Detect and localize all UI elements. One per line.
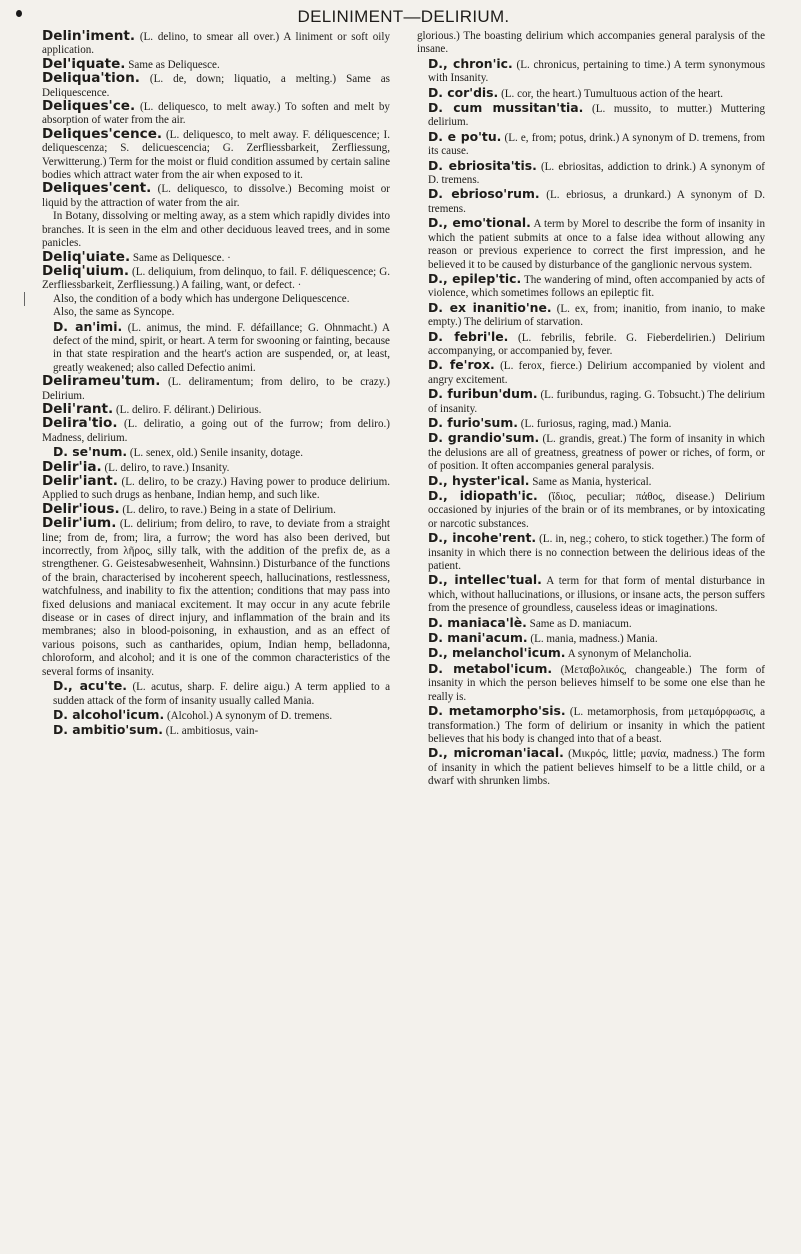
entry-definition: (L. de, down; liquatio, a melting.) Same as Deliquescence. [42, 73, 390, 99]
dictionary-entry [42, 723, 390, 738]
entry-definition: (L. deliquium, from delinquo, to fail. F. déliquescence; G. Zerfliessbarkeit, Zerfliessung.) A failing, want, or defect. · [42, 265, 390, 292]
entry-headword: Delir'iant. [42, 473, 118, 489]
dictionary-entry [417, 616, 765, 631]
entry-definition: (L. animus, the mind. F. défaillance; G. Ohnmacht.) A defect of the mind, spirit, or heart. A term for swooning or fainting, because in that state respiration and the heart's action are suspended, or, at least, greatly weakened; also called Defectio animi. [53, 321, 390, 374]
dictionary-entry [417, 573, 765, 615]
dictionary-entry [417, 489, 765, 531]
dictionary-entry [417, 631, 765, 646]
entry-definition: (ἴδιος, peculiar; πάθος, disease.) Delirium occasioned by injuries of the brain or of its membranes, or by intoxicating or narcotic substances. [428, 491, 765, 530]
entry-headword: D. alcohol'icum. [53, 706, 165, 722]
entry-headword: Delira'tio. [42, 415, 118, 432]
entry-continuation: Also, the same as Syncope. [53, 306, 175, 319]
entry-definition: (L. delirium; from deliro, to rave, to deviate from a straight line; from de, from; lira, a furrow; the word has also been derived, but incorrectly, from λῆρος, silly talk, with the addition of the prefix de, as a strengthener. G. Geistesabwesenheit, Wahnsinn.) Disturbance of the functions of the brain, characterised by incoherent speech, hallucinations, restlessness, watchfulness, and inability to fix the attention; conditions that may pass into fixed delusions and maniacal excitement. It may occur in any acute febrile disease or in cases of direct injury, and inflammation of the brain and its membranes; also in blood-poisoning, in exhaustion, and as an effect of various poisons, such as cantharides, opium, Indian hemp, belladonna, chloroform, and alcohol; and it is one of the common characteristics of the several forms of insanity. [42, 518, 390, 678]
running-head: DELINIMENT—DELIRIUM. [297, 7, 510, 26]
entry-definition: (L. senex, old.) Senile insanity, dotage. [129, 447, 303, 460]
entry-headword: D. grandio'sum. [428, 430, 540, 446]
entry-headword: D. ex inanitio'ne. [428, 299, 552, 315]
dictionary-entry [417, 330, 765, 359]
entry-headword: D., incohe'rent. [428, 530, 537, 546]
entry-definition: A term by Morel to describe the form of insanity in which the patient submits at once to a false idea without allowing any reason or previous experience to correct the first impression, and he believed it to be caused by disturbance of the ganglionic nervous system. [428, 218, 765, 271]
entry-headword: Deliq'uium. [42, 262, 130, 279]
page-mark-dot [16, 10, 22, 17]
entry-definition: (L. acutus, sharp. F. delire aigu.) A term applied to a sudden attack of the form of insanity usually called Mania. [53, 681, 390, 707]
dictionary-entry [42, 30, 390, 58]
dictionary-entry [417, 704, 765, 746]
entry-definition: (Μικρός, little; μανία, madness.) The form of insanity in which the patient believes himself to be a little child, or a dwarf with shrunken limbs. [428, 748, 765, 788]
dictionary-entry [417, 30, 765, 57]
dictionary-entry [417, 387, 765, 416]
dictionary-entry [417, 187, 765, 216]
entry-definition: (L. deliquesco, to melt away. F. déliquescence; I. deliquescenza; S. delicuescencia; G. Zerfliessbarkeit, Zerfliessung, Verwitterung.) Term for the moist or fluid condition assumed by certain saline bodies which attract water from the air when exposed to it. [42, 128, 390, 182]
entry-definition: (L. deliro. F. délirant.) Delirious. [115, 403, 262, 416]
entry-definition: (L. mania, madness.) Mania. [530, 633, 658, 646]
entry-definition: (L. ex, from; inanitio, from inanio, to make empty.) The delirium of starvation. [428, 302, 765, 329]
right-column [417, 30, 765, 789]
dictionary-entry [42, 375, 390, 403]
entry-definition: (L. furiosus, raging, mad.) Mania. [520, 417, 672, 430]
entry-definition: (L. grandis, great.) The form of insanity in which the delusions are all of greatness, greatness of power or riches, of form, or of position. It often accompanies general paralysis. [428, 433, 765, 473]
dictionary-entry [417, 272, 765, 301]
entry-definition: (Μεταβολικός, changeable.) The form of insanity in which the person believes himself to be some one else than he really is. [428, 663, 765, 703]
entry-headword: Deliques'cent. [42, 180, 152, 197]
entry-definition: (L. e, from; potus, drink.) A synonym of D. tremens, from its cause. [428, 131, 765, 158]
entry-definition: The wandering of mind, often accompanied by acts of violence, which sometimes follows an epileptic fit. [428, 273, 765, 300]
entry-headword: Deli'rant. [42, 400, 114, 417]
dictionary-entry [42, 475, 390, 503]
entry-headword: Del'iquate. [42, 55, 126, 72]
entry-headword: Deliq'uiate. [42, 248, 131, 265]
entry-headword: D. furibun'dum. [428, 386, 538, 402]
entry-headword: D. furio'sum. [428, 414, 518, 430]
entry-definition: Same as Deliquesce. · [132, 251, 231, 264]
dictionary-entry [42, 517, 390, 679]
dictionary-entry [417, 646, 765, 661]
entry-definition: (L. deliramentum; from deliro, to be crazy.) Delirium. [42, 376, 390, 402]
dictionary-entry [42, 708, 390, 723]
dictionary-entry [42, 125, 390, 183]
entry-headword: Deliques'ce. [42, 98, 136, 115]
dictionary-entry [417, 216, 765, 272]
entry-headword: D. an'imi. [53, 318, 123, 334]
dictionary-entry [42, 262, 390, 293]
entry-headword: D., hyster'ical. [428, 472, 530, 488]
entry-definition: (L. metamorphosis, from μεταμόρφωσις, a transformation.) The form of delirium or insanity in which the patient believes that his body is changed into that of a beast. [428, 706, 765, 745]
dictionary-entry [42, 182, 390, 210]
entry-headword: Delirameu'tum. [42, 373, 161, 390]
entry-definition: (L. deliquesco, to dissolve.) Becoming moist or liquid by the attraction of water from the air. [42, 183, 390, 209]
dictionary-entry [42, 417, 390, 445]
entry-definition: (L. deliro, to be crazy.) Having power to produce delirium. Applied to such drugs as henbane, Indian hemp, and such like. [42, 476, 390, 502]
dictionary-entry [42, 72, 390, 100]
text-columns [42, 30, 765, 789]
entry-definition: (L. mussito, to mutter.) Muttering delirium. [428, 103, 765, 129]
entry-headword: D. ambitio'sum. [53, 722, 163, 738]
dictionary-entry [417, 531, 765, 573]
entry-definition: (L. chronicus, pertaining to time.) A term synonymous with Insanity. [428, 58, 766, 85]
dictionary-entry [417, 86, 765, 101]
entry-definition: (Alcohol.) A synonym of D. tremens. [166, 709, 333, 722]
entry-definition: (L. delino, to smear all over.) A liniment or soft oily application. [42, 31, 390, 57]
dictionary-entry [417, 474, 765, 489]
entry-definition: (L. ebriosus, a drunkard.) A synonym of D. tremens. [428, 189, 765, 215]
entry-headword: D. febri'le. [428, 328, 509, 344]
entry-headword: Delir'ium. [42, 515, 117, 532]
dictionary-entry [417, 57, 765, 86]
entry-definition: (L. febrilis, febrile. G. Fieberdelirien.) Delirium accompanying, or accompanied by, fever. [428, 331, 765, 357]
entry-continuation: In Botany, dissolving or melting away, as a stem which rapidly divides into branches. It is seen in the elm and other deciduous leaved trees, and in some panicles. [42, 210, 390, 250]
entry-definition: (L. deliro, to rave.) Being in a state of Delirium. [122, 503, 336, 516]
entry-definition: (L. ebriositas, addiction to drink.) A synonym of D. tremens. [428, 160, 765, 187]
entry-continuation: Also, the condition of a body which has undergone Deliquescence. [53, 292, 350, 305]
dictionary-entry [417, 159, 765, 188]
entry-headword: D., microman'iacal. [428, 745, 564, 761]
entry-definition: A synonym of Melancholia. [567, 648, 692, 661]
entry-definition: (L. furibundus, raging. G. Tobsucht.) The delirium of insanity. [428, 389, 765, 415]
entry-headword: D. ebriosita'tis. [428, 157, 537, 173]
entry-definition: (L. deliro, to rave.) Insanity. [104, 461, 230, 474]
entry-headword: D. metabol'icum. [428, 660, 553, 676]
entry-definition: (L. deliratio, a going out of the furrow; from deliro.) Madness, delirium. [42, 418, 390, 444]
dictionary-entry [42, 320, 390, 376]
entry-headword: D., intellec'tual. [428, 572, 542, 588]
entry-headword: D. e po'tu. [428, 128, 502, 144]
entry-definition: A term for that form of mental disturbance in which, without hallucinations, or illusions, or insane acts, the person suffers from the presence of groundless, causeless ideas or imaginations. [428, 575, 765, 615]
dictionary-entry [417, 746, 765, 788]
entry-headword: D., epilep'tic. [428, 270, 522, 286]
entry-definition: Same as Mania, hysterical. [532, 475, 652, 488]
entry-headword: D., chron'ic. [428, 55, 513, 71]
dictionary-entry [417, 130, 765, 159]
entry-headword: D. fe'rox. [428, 357, 495, 373]
entry-headword: Deliqua'tion. [42, 70, 140, 87]
entry-definition: (L. cor, the heart.) Tumultuous action of the heart. [501, 87, 724, 100]
entry-headword: D., idiopath'ic. [428, 488, 538, 503]
dictionary-entry [417, 416, 765, 431]
margin-mark [24, 292, 25, 306]
left-column [42, 30, 390, 789]
entry-headword: D., acu'te. [53, 678, 128, 694]
entry-headword: D., emo'tional. [428, 215, 531, 231]
entry-headword: D., melanchol'icum. [428, 645, 566, 661]
dictionary-entry [42, 100, 390, 128]
entry-headword: D. maniaca'lè. [428, 614, 527, 630]
dictionary-entry [417, 101, 765, 130]
entry-definition: (L. in, neg.; cohero, to stick together.) The form of insanity in which there is no connection between the delirious ideas of the patient. [428, 533, 765, 573]
dictionary-entry [42, 679, 390, 708]
dictionary-entry [417, 431, 765, 473]
entry-definition: Same as Deliquesce. [128, 58, 220, 71]
entry-headword: Delir'ious. [42, 500, 120, 517]
entry-definition: (L. ferox, fierce.) Delirium accompanied by violent and angry excitement. [428, 360, 766, 386]
entry-headword: Delin'iment. [42, 28, 136, 44]
dictionary-entry [417, 662, 765, 704]
entry-headword: D. cor'dis. [428, 84, 499, 100]
entry-headword: D. ebrioso'rum. [428, 186, 540, 202]
entry-headword: D. mani'acum. [428, 630, 528, 646]
entry-headword: Deliques'cence. [42, 125, 163, 142]
entry-headword: D. metamorpho'sis. [428, 703, 566, 719]
entry-headword: D. se'num. [53, 444, 128, 460]
entry-definition: (L. ambitiosus, vain- [165, 725, 259, 738]
entry-headword: Delir'ia. [42, 458, 102, 475]
entry-headword: D. cum mussitan'tia. [428, 100, 584, 116]
entry-definition: (L. deliquesco, to melt away.) To soften and melt by absorption of water from the air. [42, 101, 390, 127]
dictionary-entry [417, 358, 765, 387]
entry-definition: glorious.) The boasting delirium which accompanies general paralysis of the insane. [417, 30, 765, 56]
dictionary-entry [417, 301, 765, 330]
entry-definition: Same as D. maniacum. [529, 617, 632, 630]
